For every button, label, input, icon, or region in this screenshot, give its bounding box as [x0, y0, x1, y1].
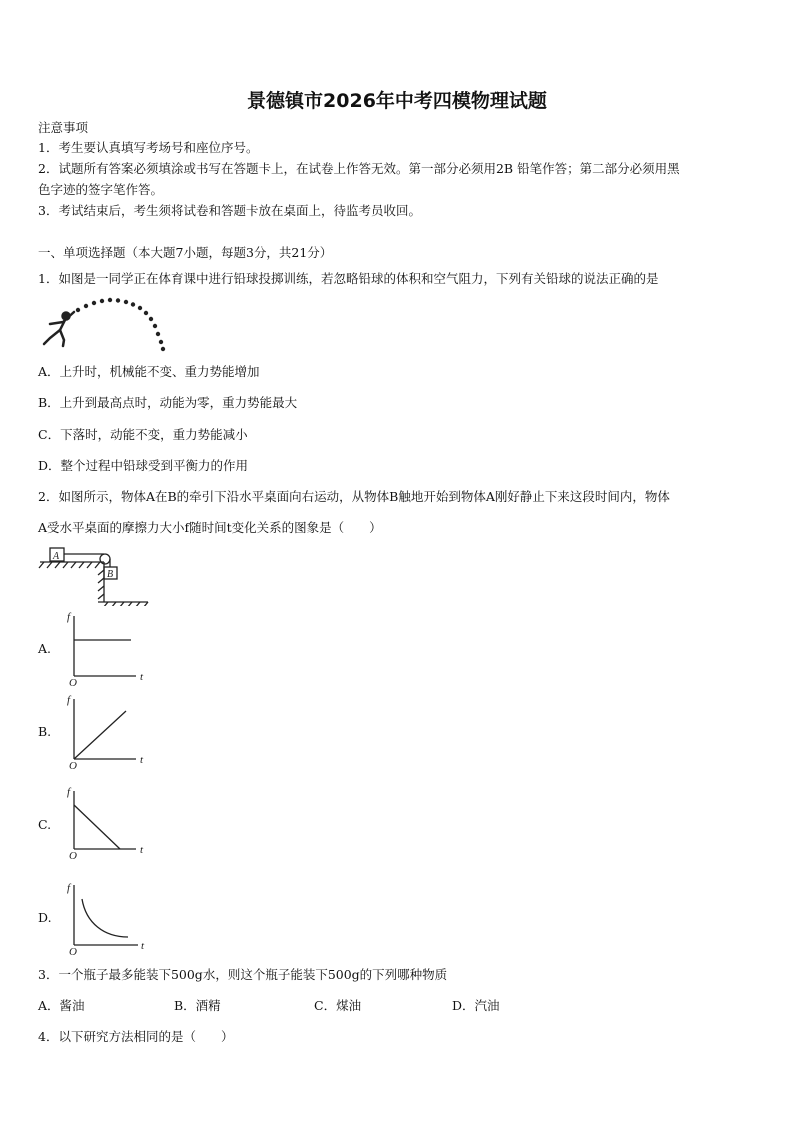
q1-stem: 1．如图是一同学正在体育课中进行铅球投掷训练，若忽略铅球的体积和空气阻力，下列有关铅球的说法正确的是 [38, 271, 659, 286]
axis-f-label: f [67, 611, 71, 623]
q1-option-d: D．整个过程中铅球受到平衡力的作用 [38, 458, 249, 473]
q3-option-b: B．酒精 [174, 998, 221, 1013]
pulley-setup-figure [38, 542, 153, 606]
q1-option-b: B．上升到最高点时，动能为零，重力势能最大 [38, 395, 298, 410]
axis-f-label: f [67, 694, 71, 706]
axis-t-label: t [140, 671, 144, 683]
graph-d-decaying-curve [64, 877, 154, 955]
graph-a-constant [64, 608, 154, 686]
q2-stem-line1: 2．如图所示，物体A在B的牵引下沿水平桌面向右运动，从物体B触地开始到物体A刚好静止下来这段时间内，物体 [38, 489, 670, 504]
shot-put-figure [36, 294, 176, 356]
notice-item-1: 1．考生要认真填写考场号和座位序号。 [38, 140, 259, 155]
q2-option-d-label: D. [38, 910, 52, 925]
axis-f-label: f [67, 786, 71, 798]
axis-f-label: f [67, 882, 71, 894]
q2-stem-line2: A受水平桌面的摩擦力大小f随时间t变化关系的图象是（ ） [38, 520, 382, 535]
origin-label: O [69, 946, 77, 955]
axis-t-label: t [140, 844, 144, 856]
origin-label: O [69, 850, 77, 861]
q3-option-a: A．酱油 [38, 998, 85, 1013]
notice-item-2-cont: 色字迹的签字笔作答。 [38, 182, 164, 197]
notice-item-2: 2．试题所有答案必须填涂或书写在答题卡上，在试卷上作答无效。第一部分必须用2B 铅笔作答；第二部分必须用黑 [38, 161, 680, 176]
q1-option-a: A．上升时，机械能不变、重力势能增加 [38, 364, 260, 379]
notice-item-3: 3．考试结束后，考生须将试卷和答题卡放在桌面上，待监考员收回。 [38, 203, 421, 218]
graph-c-decreasing [64, 783, 154, 861]
origin-label: O [69, 677, 77, 686]
q3-stem: 3．一个瓶子最多能装下500g水，则这个瓶子能装下500g的下列哪种物质 [38, 967, 448, 982]
q1-option-c: C．下落时，动能不变，重力势能减小 [38, 427, 248, 442]
block-b-label: B [107, 569, 114, 580]
notice-heading: 注意事项 [38, 120, 89, 135]
q2-option-c-label: C. [38, 817, 52, 832]
block-a-label: A [53, 551, 60, 562]
axis-t-label: t [141, 940, 145, 952]
section-heading: 一、单项选择题（本大题7小题，每题3分，共21分） [38, 245, 333, 260]
q3-option-c: C．煤油 [314, 998, 362, 1013]
graph-b-increasing [64, 691, 154, 769]
axis-t-label: t [140, 754, 144, 766]
q4-stem: 4．以下研究方法相同的是（ ） [38, 1029, 234, 1044]
q2-option-b-label: B. [38, 724, 52, 739]
origin-label: O [69, 760, 77, 769]
page-title: 景德镇市2026年中考四模物理试题 [247, 90, 547, 112]
q3-option-d: D．汽油 [452, 998, 500, 1013]
q2-option-a-label: A. [38, 641, 52, 656]
